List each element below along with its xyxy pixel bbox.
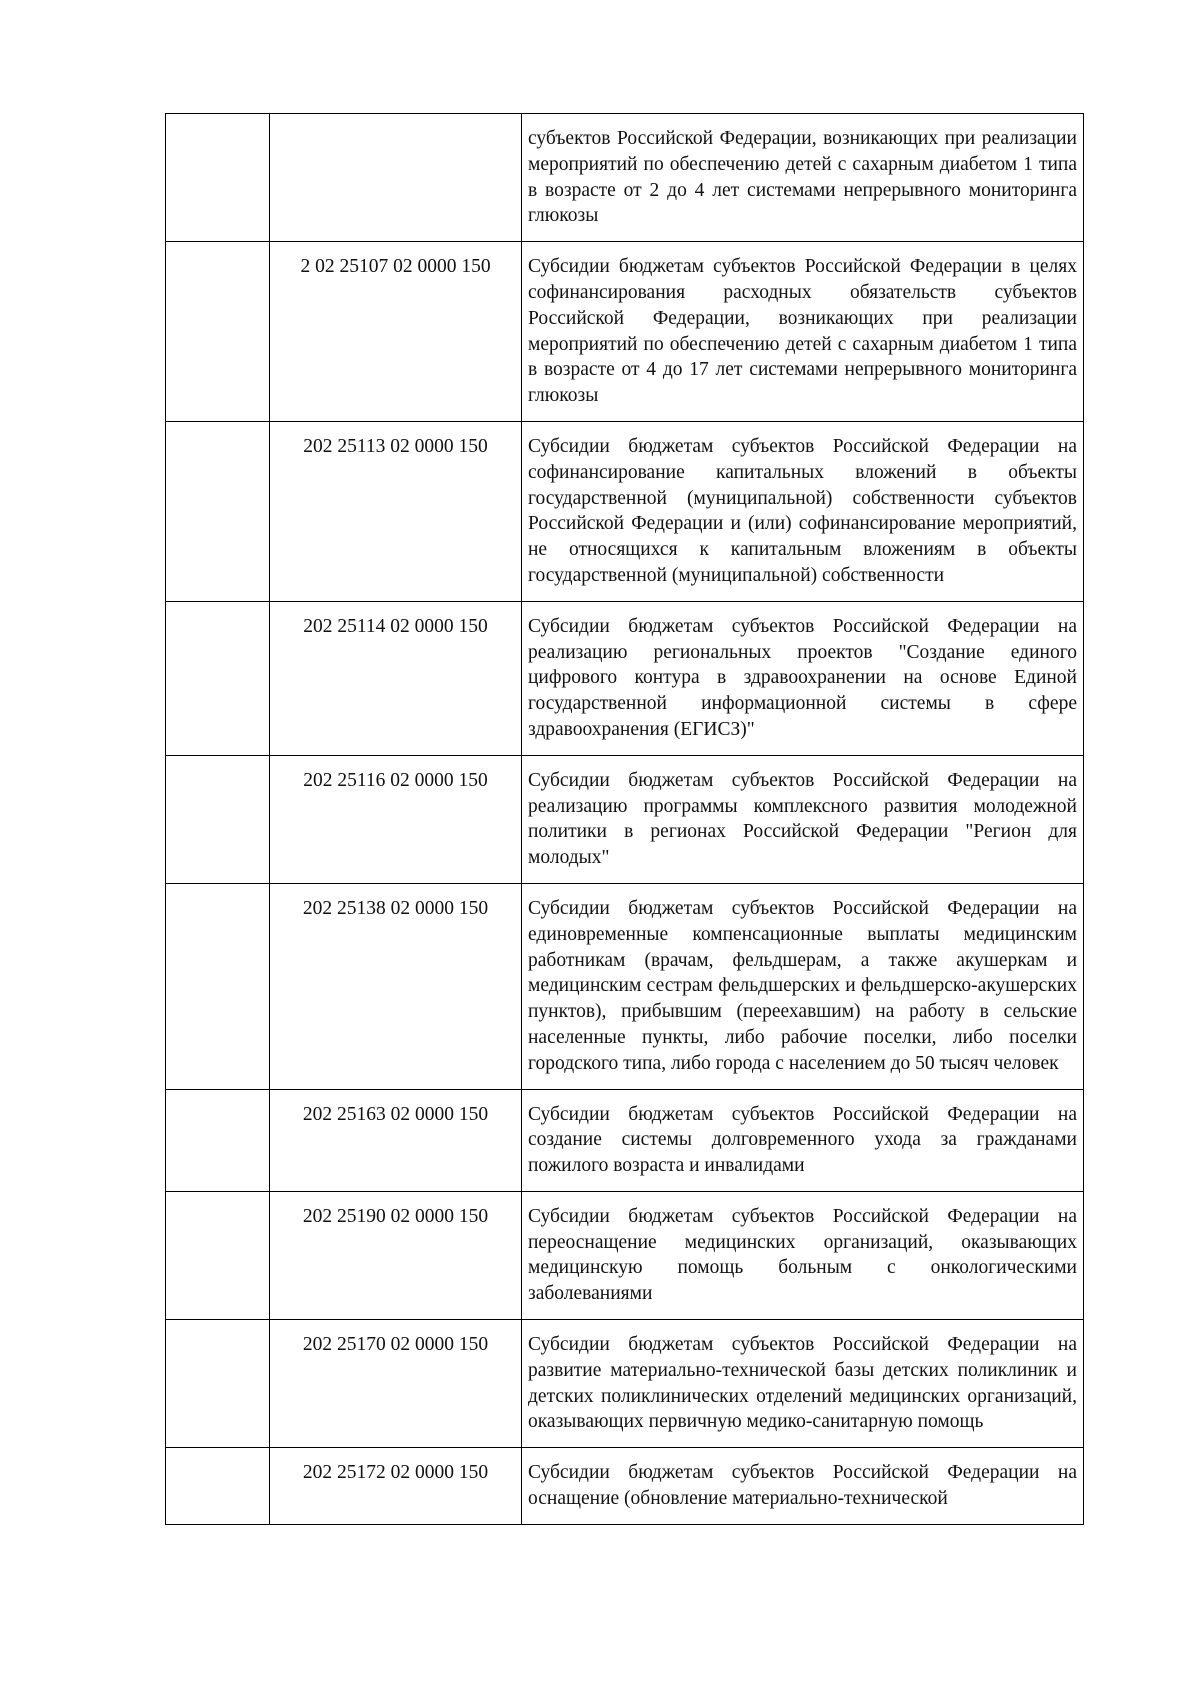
empty-number-cell xyxy=(166,601,270,755)
budget-code-cell: 202 25113 02 0000 150 xyxy=(270,421,522,601)
table-row xyxy=(166,1448,1084,1525)
description-cell: Субсидии бюджетам субъектов Российской Федерации в целях софинансирования расходных обязательств субъектов Российской Федерации, возникающих при реализации мероприятий по обеспечению детей с сахарным диабетом 1 типа в возрасте от 4 до 17 лет системами непрерывного мониторинга глюкозы xyxy=(522,242,1084,422)
description-cell: Субсидии бюджетам субъектов Российской Федерации на развитие материально-технической базы детских поликлиник и детских поликлинических отделений медицинских организаций, оказывающих первичную медико-санитарную помощь xyxy=(522,1320,1084,1448)
table-row xyxy=(166,1320,1084,1448)
budget-code-cell: 202 25114 02 0000 150 xyxy=(270,601,522,755)
empty-number-cell xyxy=(166,242,270,422)
description-cell: Субсидии бюджетам субъектов Российской Федерации на оснащение (обновление материально-технической xyxy=(522,1448,1084,1525)
budget-code-cell: 202 25172 02 0000 150 xyxy=(270,1448,522,1525)
budget-code-cell: 202 25116 02 0000 150 xyxy=(270,755,522,883)
budget-code-cell: 202 25190 02 0000 150 xyxy=(270,1191,522,1319)
empty-number-cell xyxy=(166,114,270,242)
budget-code-cell: 202 25163 02 0000 150 xyxy=(270,1089,522,1191)
budget-code-cell: 202 25138 02 0000 150 xyxy=(270,883,522,1089)
table-body xyxy=(166,114,1084,1525)
empty-number-cell xyxy=(166,1089,270,1191)
empty-number-cell xyxy=(166,421,270,601)
description-cell: Субсидии бюджетам субъектов Российской Федерации на создание системы долговременного ухода за гражданами пожилого возраста и инвалидами xyxy=(522,1089,1084,1191)
table-row xyxy=(166,1089,1084,1191)
empty-number-cell xyxy=(166,1191,270,1319)
table-row xyxy=(166,755,1084,883)
table-row xyxy=(166,1191,1084,1319)
description-cell: субъектов Российской Федерации, возникающих при реализации мероприятий по обеспечению детей с сахарным диабетом 1 типа в возрасте от 2 до 4 лет системами непрерывного мониторинга глюкозы xyxy=(522,114,1084,242)
description-cell: Субсидии бюджетам субъектов Российской Федерации на реализацию программы комплексного развития молодежной политики в регионах Российской Федерации "Регион для молодых" xyxy=(522,755,1084,883)
budget-code-cell: 202 25170 02 0000 150 xyxy=(270,1320,522,1448)
table-row xyxy=(166,114,1084,242)
table-row xyxy=(166,601,1084,755)
budget-code-cell: 2 02 25107 02 0000 150 xyxy=(270,242,522,422)
description-cell: Субсидии бюджетам субъектов Российской Федерации на реализацию региональных проектов "Создание единого цифрового контура в здравоохранении на основе Единой государственной информационной системы в сфере здравоохранения (ЕГИСЗ)" xyxy=(522,601,1084,755)
empty-number-cell xyxy=(166,1320,270,1448)
empty-number-cell xyxy=(166,883,270,1089)
budget-code-table xyxy=(165,113,1084,1525)
empty-number-cell xyxy=(166,1448,270,1525)
table-row xyxy=(166,883,1084,1089)
empty-number-cell xyxy=(166,755,270,883)
table-row xyxy=(166,421,1084,601)
description-cell: Субсидии бюджетам субъектов Российской Федерации на единовременные компенсационные выплаты медицинским работникам (врачам, фельдшерам, а также акушеркам и медицинским сестрам фельдшерских и фельдшерско-акушерских пунктов), прибывшим (переехавшим) на работу в сельские населенные пункты, либо рабочие поселки, либо поселки городского типа, либо города с населением до 50 тысяч человек xyxy=(522,883,1084,1089)
description-cell: Субсидии бюджетам субъектов Российской Федерации на переоснащение медицинских организаций, оказывающих медицинскую помощь больным с онкологическими заболеваниями xyxy=(522,1191,1084,1319)
description-cell: Субсидии бюджетам субъектов Российской Федерации на софинансирование капитальных вложений в объекты государственной (муниципальной) собственности субъектов Российской Федерации и (или) софинансирование мероприятий, не относящихся к капитальным вложениям в объекты государственной (муниципальной) собственности xyxy=(522,421,1084,601)
table-row xyxy=(166,242,1084,422)
budget-code-cell xyxy=(270,114,522,242)
